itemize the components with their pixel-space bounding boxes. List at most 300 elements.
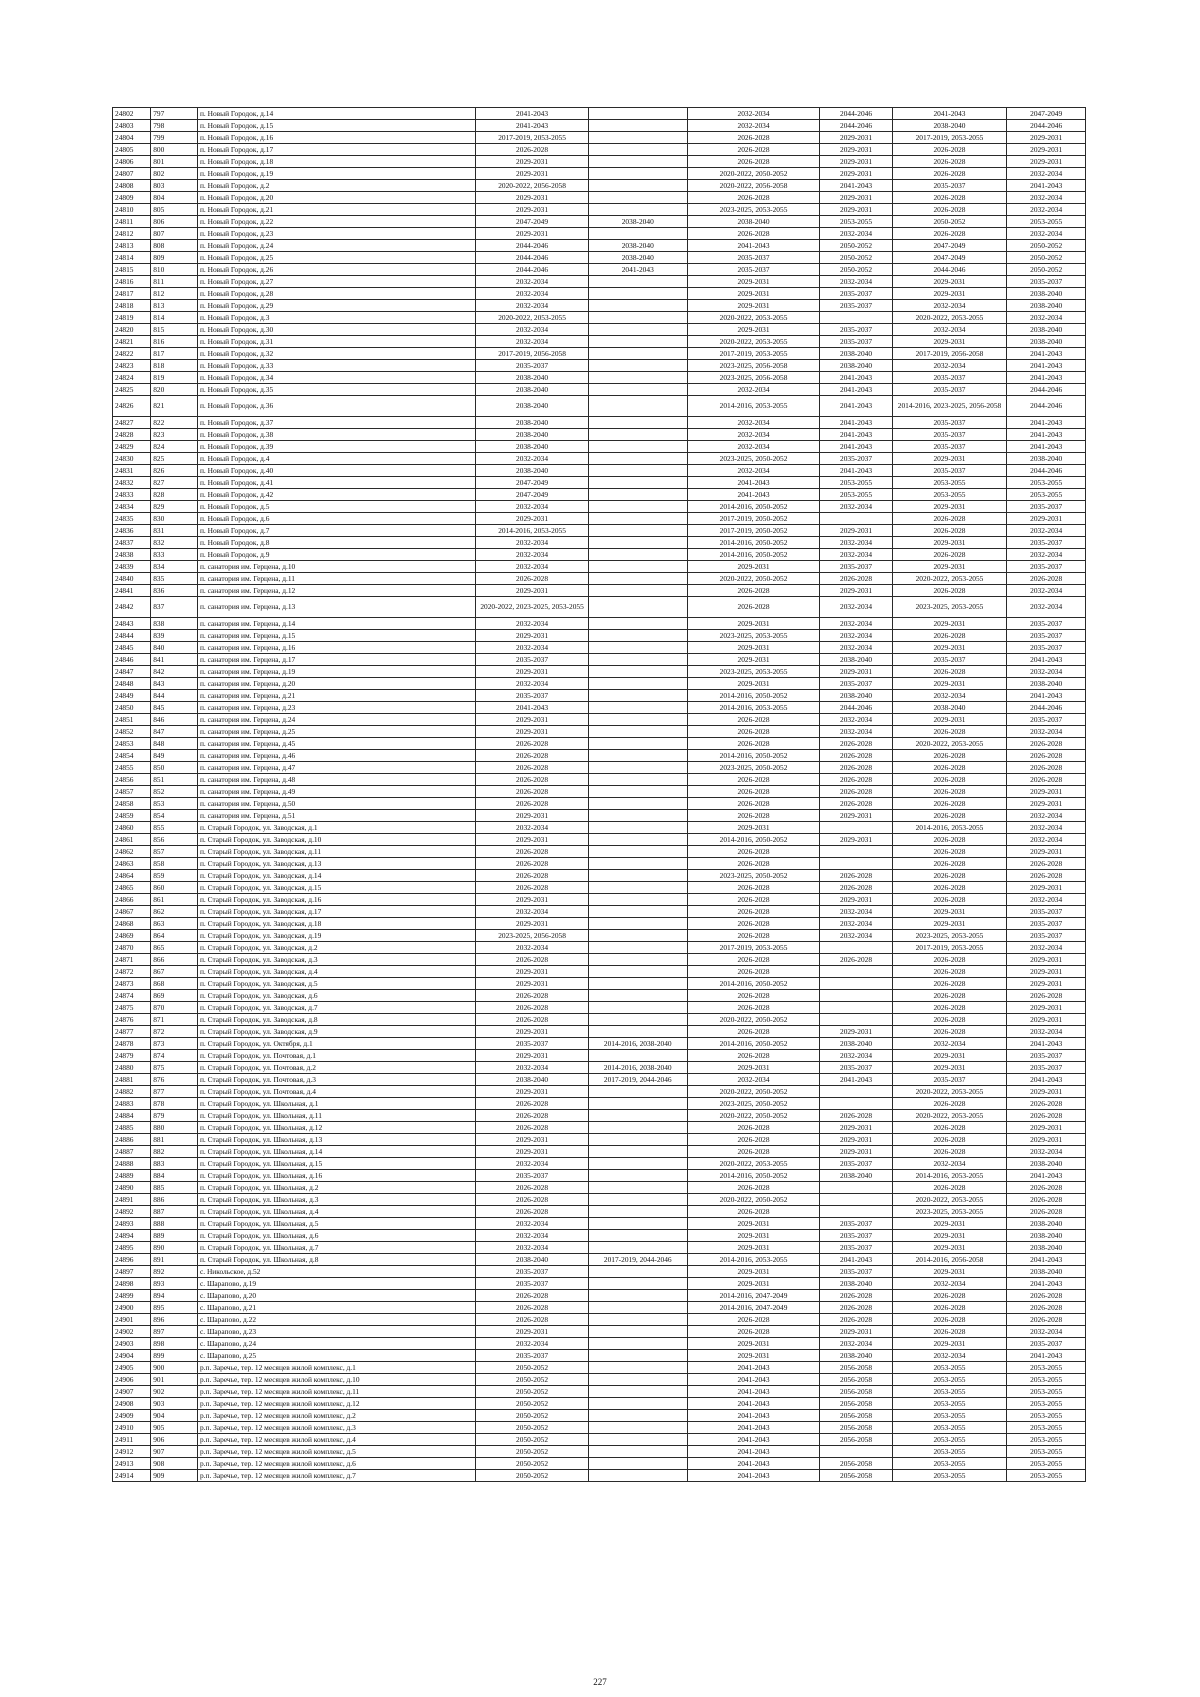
period-c-cell: 2020-2022, 2050-2052 [687, 1110, 820, 1122]
period-e-cell: 2026-2028 [892, 585, 1007, 597]
table-row [113, 1362, 1086, 1374]
period-a-cell: 2032-2034 [476, 549, 589, 561]
period-b-cell [588, 1026, 687, 1038]
record-id-cell: 24811 [113, 216, 151, 228]
item-number-cell: 825 [151, 453, 198, 465]
period-d-cell: 2032-2034 [820, 930, 892, 942]
period-b-cell [588, 942, 687, 954]
item-number-cell: 897 [151, 1326, 198, 1338]
record-id-cell: 24914 [113, 1470, 151, 1482]
item-number-cell: 864 [151, 930, 198, 942]
period-f-cell: 2035-2037 [1007, 906, 1086, 918]
period-c-cell: 2020-2022, 2053-2055 [687, 1158, 820, 1170]
record-id-cell: 24861 [113, 834, 151, 846]
period-d-cell: 2026-2028 [820, 1290, 892, 1302]
address-cell: п. санатория им. Герцена, д.15 [197, 630, 475, 642]
period-a-cell: 2029-2031 [476, 1134, 589, 1146]
item-number-cell: 870 [151, 1002, 198, 1014]
address-cell: р.п. Заречье, тер. 12 месяцев жилой комплекс, д.4 [197, 1434, 475, 1446]
period-c-cell: 2041-2043 [687, 1398, 820, 1410]
record-id-cell: 24832 [113, 477, 151, 489]
period-c-cell: 2023-2025, 2053-2055 [687, 666, 820, 678]
period-d-cell: 2032-2034 [820, 276, 892, 288]
period-b-cell [588, 300, 687, 312]
period-f-cell: 2026-2028 [1007, 1194, 1086, 1206]
period-f-cell: 2029-2031 [1007, 1014, 1086, 1026]
period-d-cell: 2041-2043 [820, 396, 892, 417]
period-f-cell: 2035-2037 [1007, 501, 1086, 513]
period-c-cell: 2014-2016, 2053-2055 [687, 1254, 820, 1266]
period-b-cell [588, 1290, 687, 1302]
period-f-cell: 2035-2037 [1007, 561, 1086, 573]
address-cell: п. Старый Городок, ул. Заводская, д.11 [197, 846, 475, 858]
period-f-cell: 2053-2055 [1007, 1446, 1086, 1458]
period-a-cell: 2050-2052 [476, 1422, 589, 1434]
period-a-cell: 2029-2031 [476, 1050, 589, 1062]
period-b-cell [588, 1434, 687, 1446]
period-b-cell [588, 918, 687, 930]
record-id-cell: 24884 [113, 1110, 151, 1122]
period-f-cell: 2026-2028 [1007, 1206, 1086, 1218]
table-row [113, 477, 1086, 489]
period-d-cell: 2056-2058 [820, 1374, 892, 1386]
period-b-cell [588, 561, 687, 573]
address-cell: п. Новый Городок, д.30 [197, 324, 475, 336]
period-b-cell [588, 1422, 687, 1434]
address-cell: п. Новый Городок, д.37 [197, 417, 475, 429]
table-row [113, 1014, 1086, 1026]
period-b-cell [588, 1458, 687, 1470]
period-a-cell: 2038-2040 [476, 1254, 589, 1266]
item-number-cell: 867 [151, 966, 198, 978]
period-e-cell: 2017-2019, 2053-2055 [892, 942, 1007, 954]
period-f-cell: 2035-2037 [1007, 630, 1086, 642]
period-b-cell: 2038-2040 [588, 240, 687, 252]
period-d-cell: 2032-2034 [820, 630, 892, 642]
record-id-cell: 24829 [113, 441, 151, 453]
period-a-cell: 2035-2037 [476, 690, 589, 702]
period-c-cell: 2026-2028 [687, 1146, 820, 1158]
period-e-cell: 2014-2016, 2023-2025, 2056-2058 [892, 396, 1007, 417]
table-row [113, 1122, 1086, 1134]
period-b-cell [588, 1170, 687, 1182]
table-row [113, 822, 1086, 834]
address-cell: с. Шарапово, д.23 [197, 1326, 475, 1338]
period-b-cell [588, 513, 687, 525]
period-a-cell: 2029-2031 [476, 834, 589, 846]
period-d-cell: 2029-2031 [820, 525, 892, 537]
period-f-cell: 2029-2031 [1007, 156, 1086, 168]
period-d-cell: 2044-2046 [820, 108, 892, 120]
record-id-cell: 24900 [113, 1302, 151, 1314]
period-b-cell [588, 666, 687, 678]
item-number-cell: 880 [151, 1122, 198, 1134]
period-f-cell: 2029-2031 [1007, 966, 1086, 978]
period-a-cell: 2026-2028 [476, 1110, 589, 1122]
period-e-cell: 2047-2049 [892, 252, 1007, 264]
period-a-cell: 2029-2031 [476, 585, 589, 597]
period-c-cell: 2014-2016, 2050-2052 [687, 549, 820, 561]
item-number-cell: 892 [151, 1266, 198, 1278]
record-id-cell: 24855 [113, 762, 151, 774]
address-cell: п. Старый Городок, ул. Школьная, д.8 [197, 1254, 475, 1266]
address-cell: п. Старый Городок, ул. Школьная, д.6 [197, 1230, 475, 1242]
period-a-cell: 2023-2025, 2056-2058 [476, 930, 589, 942]
item-number-cell: 894 [151, 1290, 198, 1302]
record-id-cell: 24876 [113, 1014, 151, 1026]
table-row [113, 1458, 1086, 1470]
period-d-cell [820, 1206, 892, 1218]
record-id-cell: 24872 [113, 966, 151, 978]
period-b-cell [588, 1314, 687, 1326]
record-id-cell: 24913 [113, 1458, 151, 1470]
period-d-cell [820, 312, 892, 324]
address-cell: п. Новый Городок, д.40 [197, 465, 475, 477]
address-cell: п. Старый Городок, ул. Заводская, д.10 [197, 834, 475, 846]
item-number-cell: 851 [151, 774, 198, 786]
table-row [113, 774, 1086, 786]
period-e-cell: 2041-2043 [892, 108, 1007, 120]
address-cell: п. санатория им. Герцена, д.16 [197, 642, 475, 654]
period-c-cell: 2029-2031 [687, 1338, 820, 1350]
period-d-cell: 2026-2028 [820, 774, 892, 786]
address-cell: п. Новый Городок, д.23 [197, 228, 475, 240]
table-row [113, 168, 1086, 180]
address-cell: п. Старый Городок, ул. Школьная, д.11 [197, 1110, 475, 1122]
period-e-cell: 2026-2028 [892, 168, 1007, 180]
address-cell: п. Старый Городок, ул. Октября, д.1 [197, 1038, 475, 1050]
period-c-cell: 2041-2043 [687, 1434, 820, 1446]
period-a-cell: 2029-2031 [476, 168, 589, 180]
period-e-cell: 2026-2028 [892, 1002, 1007, 1014]
period-f-cell: 2026-2028 [1007, 750, 1086, 762]
record-id-cell: 24890 [113, 1182, 151, 1194]
period-f-cell: 2026-2028 [1007, 1314, 1086, 1326]
period-c-cell: 2026-2028 [687, 954, 820, 966]
address-cell: с. Никольское, д.52 [197, 1266, 475, 1278]
period-e-cell: 2035-2037 [892, 417, 1007, 429]
period-d-cell: 2032-2034 [820, 642, 892, 654]
item-number-cell: 844 [151, 690, 198, 702]
item-number-cell: 832 [151, 537, 198, 549]
period-f-cell: 2053-2055 [1007, 1374, 1086, 1386]
address-cell: п. Новый Городок, д.7 [197, 525, 475, 537]
period-d-cell: 2050-2052 [820, 240, 892, 252]
address-cell: п. санатория им. Герцена, д.12 [197, 585, 475, 597]
period-e-cell: 2029-2031 [892, 1062, 1007, 1074]
period-e-cell: 2023-2025, 2053-2055 [892, 930, 1007, 942]
item-number-cell: 801 [151, 156, 198, 168]
period-c-cell: 2029-2031 [687, 654, 820, 666]
period-b-cell [588, 678, 687, 690]
table-row [113, 1134, 1086, 1146]
period-a-cell: 2026-2028 [476, 738, 589, 750]
period-c-cell: 2014-2016, 2047-2049 [687, 1302, 820, 1314]
table-row [113, 525, 1086, 537]
record-id-cell: 24889 [113, 1170, 151, 1182]
table-row [113, 1146, 1086, 1158]
address-cell: п. Новый Городок, д.16 [197, 132, 475, 144]
period-a-cell: 2029-2031 [476, 204, 589, 216]
item-number-cell: 907 [151, 1446, 198, 1458]
period-a-cell: 2032-2034 [476, 1062, 589, 1074]
address-cell: п. Старый Городок, ул. Школьная, д.7 [197, 1242, 475, 1254]
period-f-cell: 2029-2031 [1007, 954, 1086, 966]
item-number-cell: 900 [151, 1362, 198, 1374]
period-b-cell [588, 654, 687, 666]
address-cell: п. Старый Городок, ул. Школьная, д.3 [197, 1194, 475, 1206]
record-id-cell: 24836 [113, 525, 151, 537]
address-cell: п. Старый Городок, ул. Школьная, д.2 [197, 1182, 475, 1194]
record-id-cell: 24885 [113, 1122, 151, 1134]
item-number-cell: 827 [151, 477, 198, 489]
period-e-cell: 2026-2028 [892, 666, 1007, 678]
item-number-cell: 846 [151, 714, 198, 726]
record-id-cell: 24857 [113, 786, 151, 798]
period-a-cell: 2029-2031 [476, 630, 589, 642]
period-e-cell: 2020-2022, 2053-2055 [892, 1086, 1007, 1098]
period-a-cell: 2029-2031 [476, 228, 589, 240]
period-c-cell: 2041-2043 [687, 1410, 820, 1422]
period-e-cell: 2026-2028 [892, 1182, 1007, 1194]
period-c-cell: 2026-2028 [687, 144, 820, 156]
period-a-cell: 2029-2031 [476, 810, 589, 822]
period-f-cell: 2026-2028 [1007, 573, 1086, 585]
period-f-cell: 2038-2040 [1007, 1218, 1086, 1230]
period-e-cell: 2026-2028 [892, 1314, 1007, 1326]
period-d-cell: 2041-2043 [820, 180, 892, 192]
table-row [113, 930, 1086, 942]
address-cell: п. Новый Городок, д.17 [197, 144, 475, 156]
table-row [113, 810, 1086, 822]
period-e-cell: 2026-2028 [892, 228, 1007, 240]
record-id-cell: 24849 [113, 690, 151, 702]
table-row [113, 1074, 1086, 1086]
period-c-cell: 2041-2043 [687, 240, 820, 252]
table-row [113, 786, 1086, 798]
period-b-cell: 2038-2040 [588, 216, 687, 228]
table-row [113, 204, 1086, 216]
period-a-cell: 2035-2037 [476, 360, 589, 372]
table-row [113, 1254, 1086, 1266]
period-b-cell [588, 1302, 687, 1314]
period-a-cell: 2017-2019, 2053-2055 [476, 132, 589, 144]
period-d-cell: 2056-2058 [820, 1422, 892, 1434]
address-cell: п. Старый Городок, ул. Почтовая, д.2 [197, 1062, 475, 1074]
period-c-cell: 2014-2016, 2050-2052 [687, 978, 820, 990]
period-b-cell [588, 1326, 687, 1338]
item-number-cell: 822 [151, 417, 198, 429]
period-a-cell: 2026-2028 [476, 1290, 589, 1302]
period-a-cell: 2026-2028 [476, 870, 589, 882]
period-c-cell: 2041-2043 [687, 1422, 820, 1434]
period-e-cell: 2026-2028 [892, 513, 1007, 525]
table-row [113, 264, 1086, 276]
period-f-cell: 2032-2034 [1007, 666, 1086, 678]
period-f-cell: 2050-2052 [1007, 264, 1086, 276]
item-number-cell: 872 [151, 1026, 198, 1038]
period-c-cell: 2032-2034 [687, 465, 820, 477]
period-a-cell: 2026-2028 [476, 144, 589, 156]
address-cell: п. Старый Городок, ул. Заводская, д.18 [197, 918, 475, 930]
period-d-cell: 2035-2037 [820, 1266, 892, 1278]
period-f-cell: 2041-2043 [1007, 654, 1086, 666]
period-c-cell: 2026-2028 [687, 156, 820, 168]
record-id-cell: 24823 [113, 360, 151, 372]
period-e-cell: 2026-2028 [892, 1134, 1007, 1146]
address-cell: п. Новый Городок, д.36 [197, 396, 475, 417]
period-f-cell: 2029-2031 [1007, 132, 1086, 144]
period-b-cell [588, 348, 687, 360]
period-f-cell: 2038-2040 [1007, 1158, 1086, 1170]
item-number-cell: 902 [151, 1386, 198, 1398]
item-number-cell: 857 [151, 846, 198, 858]
item-number-cell: 807 [151, 228, 198, 240]
period-b-cell [588, 156, 687, 168]
address-cell: п. санатория им. Герцена, д.17 [197, 654, 475, 666]
period-b-cell [588, 726, 687, 738]
period-b-cell: 2014-2016, 2038-2040 [588, 1038, 687, 1050]
address-cell: п. Новый Городок, д.27 [197, 276, 475, 288]
item-number-cell: 806 [151, 216, 198, 228]
table-row [113, 1158, 1086, 1170]
address-cell: с. Шарапово, д.22 [197, 1314, 475, 1326]
period-b-cell [588, 774, 687, 786]
address-cell: п. санатория им. Герцена, д.23 [197, 702, 475, 714]
address-cell: п. Старый Городок, ул. Школьная, д.13 [197, 1134, 475, 1146]
period-b-cell [588, 453, 687, 465]
table-row [113, 216, 1086, 228]
table-row [113, 1062, 1086, 1074]
address-cell: п. Новый Городок, д.5 [197, 501, 475, 513]
period-f-cell: 2038-2040 [1007, 300, 1086, 312]
period-d-cell: 2032-2034 [820, 918, 892, 930]
period-b-cell [588, 1002, 687, 1014]
period-e-cell: 2035-2037 [892, 654, 1007, 666]
period-a-cell: 2029-2031 [476, 726, 589, 738]
period-f-cell: 2035-2037 [1007, 276, 1086, 288]
period-b-cell [588, 1182, 687, 1194]
period-a-cell: 2029-2031 [476, 894, 589, 906]
address-cell: п. Новый Городок, д.18 [197, 156, 475, 168]
record-id-cell: 24891 [113, 1194, 151, 1206]
table-row [113, 372, 1086, 384]
period-e-cell: 2053-2055 [892, 1446, 1007, 1458]
period-b-cell [588, 1446, 687, 1458]
item-number-cell: 797 [151, 108, 198, 120]
period-e-cell: 2026-2028 [892, 846, 1007, 858]
period-e-cell: 2029-2031 [892, 1338, 1007, 1350]
period-a-cell: 2026-2028 [476, 1194, 589, 1206]
address-cell: п. Новый Городок, д.15 [197, 120, 475, 132]
period-d-cell [820, 978, 892, 990]
table-row [113, 1446, 1086, 1458]
period-e-cell: 2026-2028 [892, 1302, 1007, 1314]
address-cell: п. Новый Городок, д.26 [197, 264, 475, 276]
period-c-cell: 2026-2028 [687, 786, 820, 798]
period-c-cell: 2014-2016, 2047-2049 [687, 1290, 820, 1302]
item-number-cell: 858 [151, 858, 198, 870]
period-f-cell: 2047-2049 [1007, 108, 1086, 120]
table-row [113, 846, 1086, 858]
period-f-cell: 2029-2031 [1007, 786, 1086, 798]
address-cell: п. Старый Городок, ул. Заводская, д.17 [197, 906, 475, 918]
period-d-cell: 2032-2034 [820, 549, 892, 561]
period-a-cell: 2032-2034 [476, 1218, 589, 1230]
address-cell: п. Старый Городок, ул. Заводская, д.15 [197, 882, 475, 894]
period-d-cell [820, 846, 892, 858]
period-d-cell: 2026-2028 [820, 954, 892, 966]
period-c-cell: 2020-2022, 2050-2052 [687, 573, 820, 585]
record-id-cell: 24867 [113, 906, 151, 918]
period-f-cell: 2053-2055 [1007, 1422, 1086, 1434]
record-id-cell: 24840 [113, 573, 151, 585]
item-number-cell: 906 [151, 1434, 198, 1446]
period-f-cell: 2044-2046 [1007, 702, 1086, 714]
period-f-cell: 2032-2034 [1007, 192, 1086, 204]
period-d-cell: 2038-2040 [820, 1170, 892, 1182]
period-a-cell: 2035-2037 [476, 1170, 589, 1182]
period-e-cell: 2053-2055 [892, 1422, 1007, 1434]
period-a-cell: 2038-2040 [476, 1074, 589, 1086]
period-a-cell: 2026-2028 [476, 774, 589, 786]
period-f-cell: 2032-2034 [1007, 1026, 1086, 1038]
address-cell: п. Новый Городок, д.25 [197, 252, 475, 264]
period-f-cell: 2041-2043 [1007, 1170, 1086, 1182]
period-a-cell: 2017-2019, 2056-2058 [476, 348, 589, 360]
period-b-cell [588, 180, 687, 192]
period-d-cell: 2056-2058 [820, 1434, 892, 1446]
period-f-cell: 2026-2028 [1007, 1098, 1086, 1110]
period-f-cell: 2029-2031 [1007, 882, 1086, 894]
period-d-cell: 2035-2037 [820, 561, 892, 573]
item-number-cell: 898 [151, 1338, 198, 1350]
period-e-cell: 2020-2022, 2053-2055 [892, 738, 1007, 750]
table-row [113, 1314, 1086, 1326]
record-id-cell: 24810 [113, 204, 151, 216]
period-a-cell: 2032-2034 [476, 300, 589, 312]
period-c-cell: 2029-2031 [687, 1218, 820, 1230]
period-f-cell: 2041-2043 [1007, 441, 1086, 453]
period-f-cell: 2029-2031 [1007, 144, 1086, 156]
period-c-cell: 2029-2031 [687, 1266, 820, 1278]
table-row [113, 642, 1086, 654]
table-row [113, 762, 1086, 774]
period-f-cell: 2041-2043 [1007, 360, 1086, 372]
period-a-cell: 2047-2049 [476, 489, 589, 501]
table-row [113, 1374, 1086, 1386]
table-row [113, 1266, 1086, 1278]
period-e-cell: 2032-2034 [892, 690, 1007, 702]
period-b-cell [588, 477, 687, 489]
period-c-cell: 2014-2016, 2050-2052 [687, 537, 820, 549]
item-number-cell: 809 [151, 252, 198, 264]
record-id-cell: 24895 [113, 1242, 151, 1254]
table-row [113, 132, 1086, 144]
period-f-cell: 2044-2046 [1007, 120, 1086, 132]
table-row [113, 396, 1086, 417]
period-c-cell: 2029-2031 [687, 1242, 820, 1254]
item-number-cell: 875 [151, 1062, 198, 1074]
period-f-cell: 2029-2031 [1007, 1122, 1086, 1134]
period-e-cell: 2053-2055 [892, 1362, 1007, 1374]
period-a-cell: 2038-2040 [476, 429, 589, 441]
record-id-cell: 24814 [113, 252, 151, 264]
period-c-cell: 2026-2028 [687, 132, 820, 144]
address-cell: р.п. Заречье, тер. 12 месяцев жилой комплекс, д.5 [197, 1446, 475, 1458]
table-row [113, 1422, 1086, 1434]
period-f-cell: 2041-2043 [1007, 1278, 1086, 1290]
